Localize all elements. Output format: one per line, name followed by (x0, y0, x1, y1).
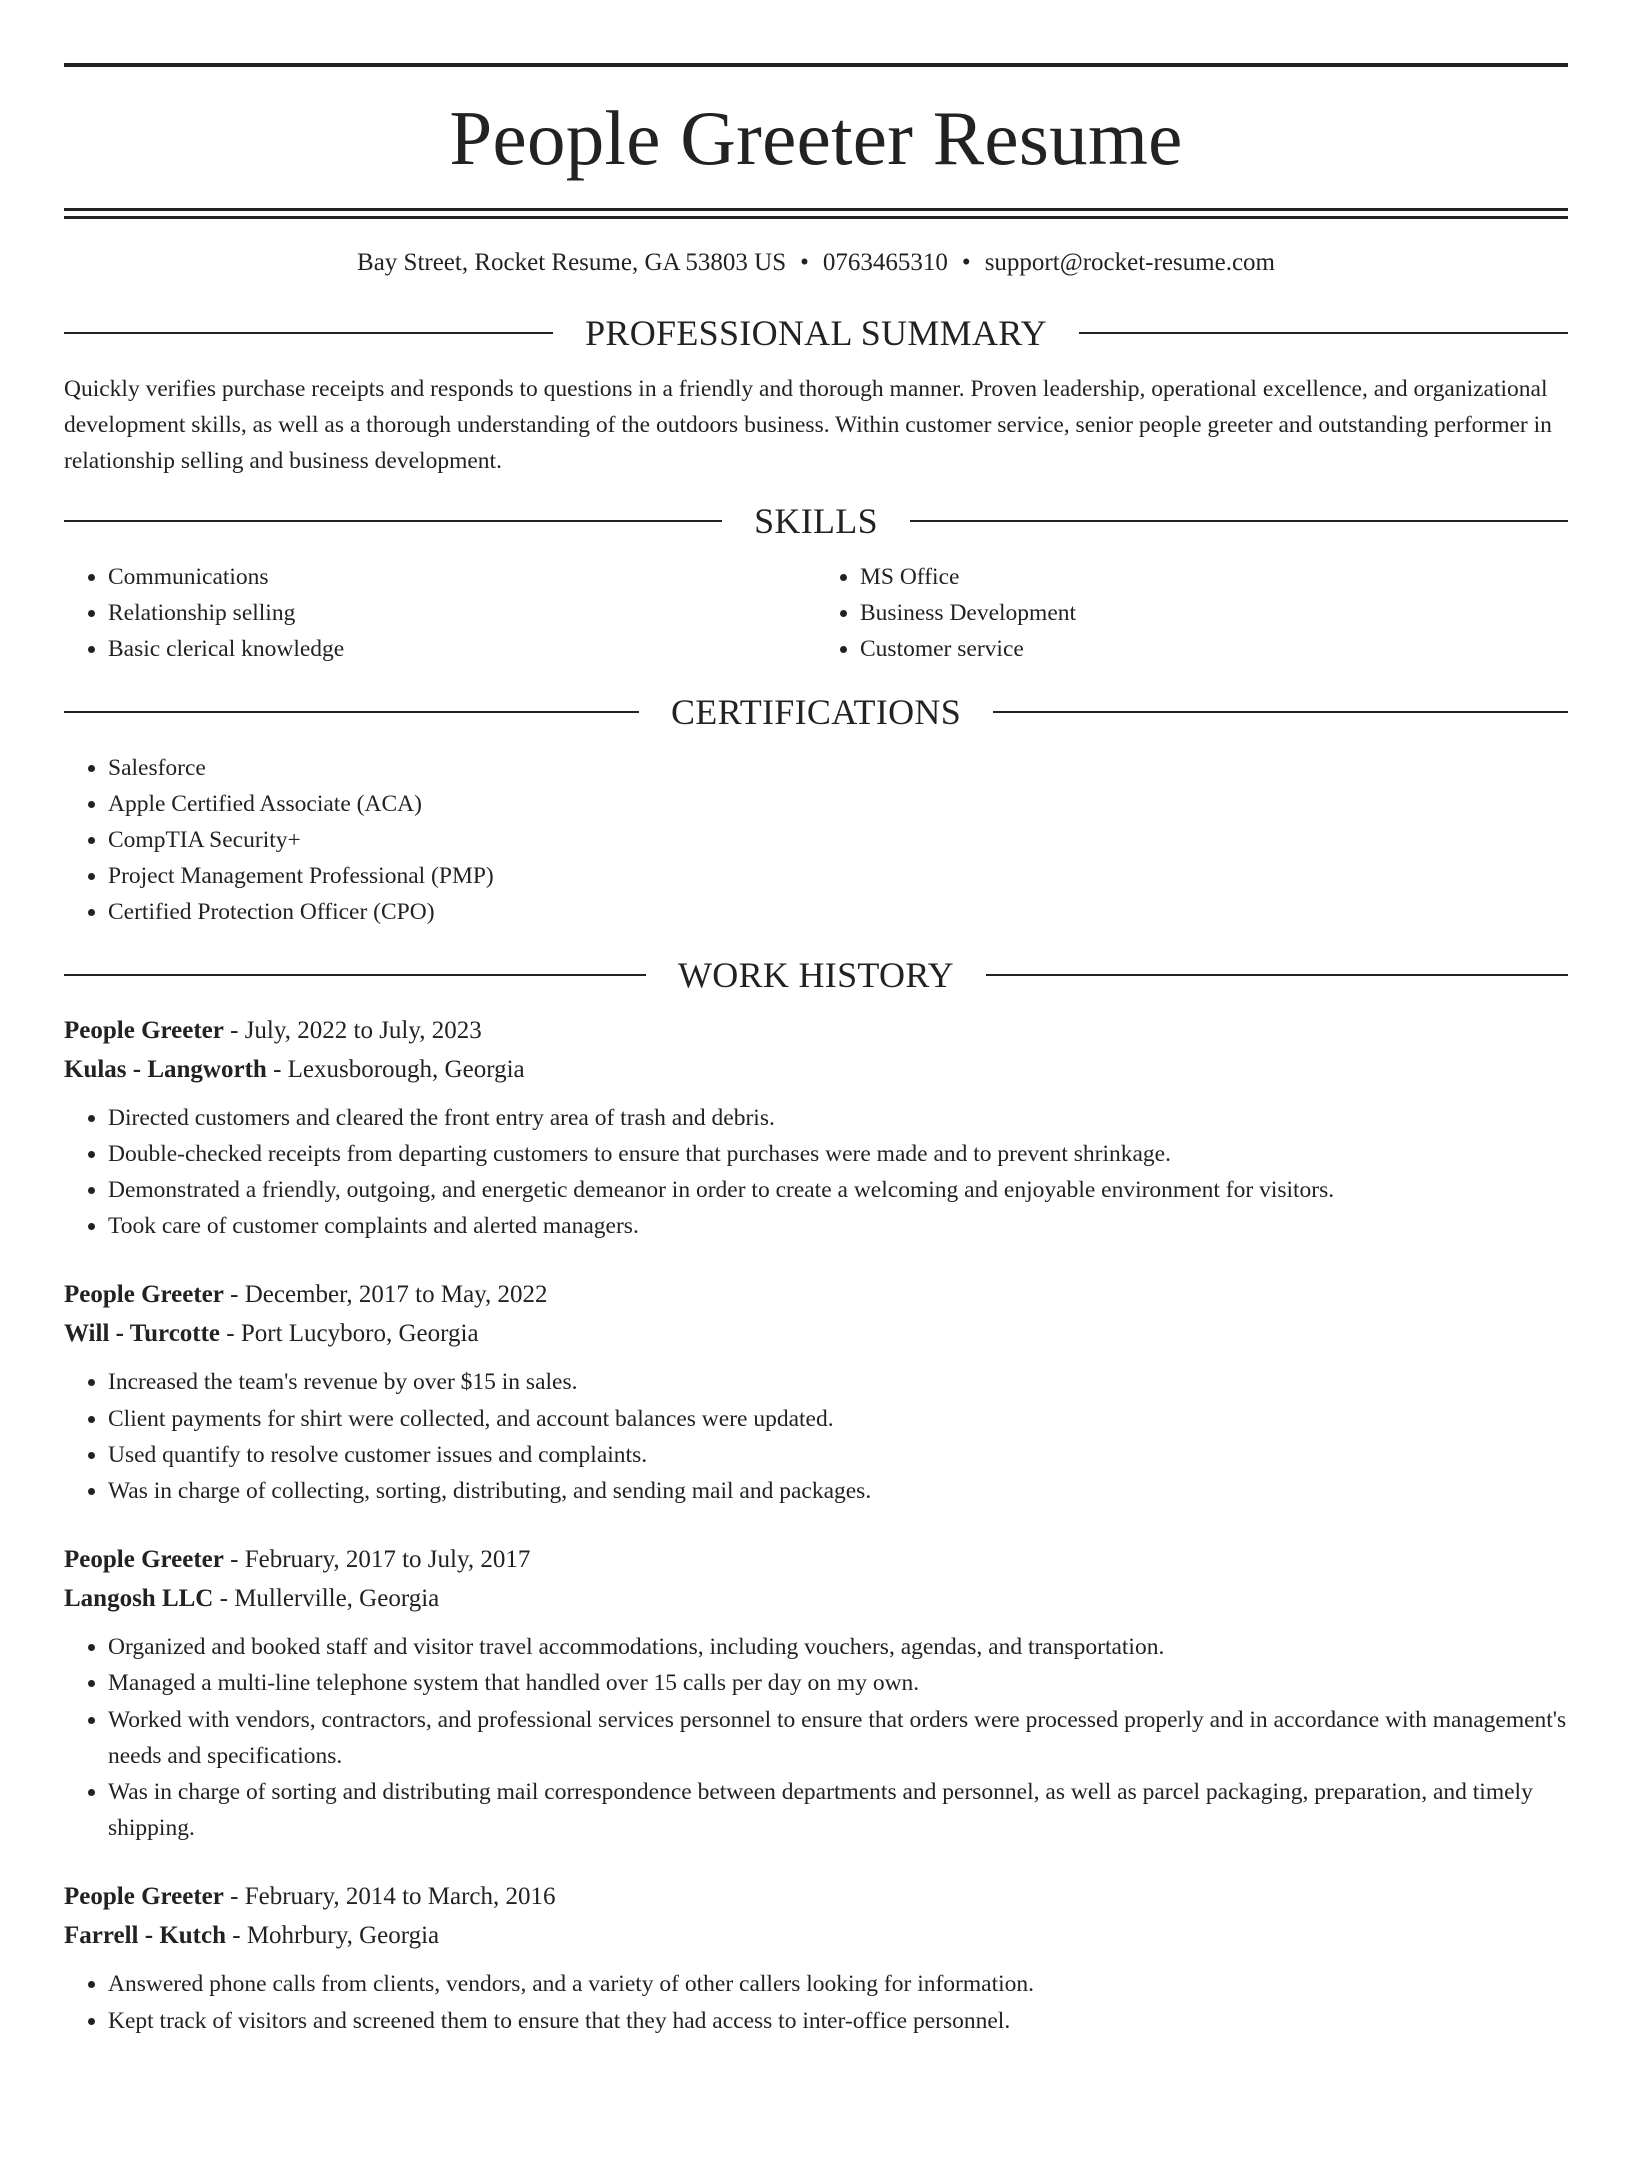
heading-rule (993, 711, 1568, 713)
job-bullet: • Used quantify to resolve customer issues and complaints. (108, 1437, 1568, 1473)
heading-rule (64, 974, 646, 976)
job-company-line (64, 1916, 1568, 1955)
job-location: - Mohrbury, Georgia (226, 1922, 440, 1950)
job-entry (64, 1011, 1568, 1245)
skill-item: • Relationship selling (108, 595, 816, 631)
job-bullet: • Managed a multi-line telephone system that handled over 15 calls per day on my own. (108, 1665, 1568, 1701)
heading-rule (986, 974, 1568, 976)
job-bullets (64, 1966, 1568, 2038)
skill-item: • Communications (108, 559, 816, 595)
job-title-line (64, 1275, 1568, 1314)
work-heading (64, 953, 1568, 997)
work-heading-label: WORK HISTORY (678, 954, 954, 995)
skills-grid (64, 559, 1568, 668)
skill-item: • Customer service (860, 631, 1568, 667)
job-dates: - July, 2022 to July, 2023 (223, 1016, 482, 1044)
job-bullets (64, 1364, 1568, 1509)
job-title: People Greeter (64, 1016, 224, 1044)
heading-rule (910, 520, 1568, 522)
certification-item: • CompTIA Security+ (108, 822, 1568, 858)
contact-line (64, 247, 1568, 279)
job-bullet: • Client payments for shirt were collected, and account balances were updated. (108, 1401, 1568, 1437)
job-company: Farrell - Kutch (64, 1922, 226, 1950)
summary-text: Quickly verifies purchase receipts and responds to questions in a friendly and thorough manner. Proven leadership, operational excellence, and organizational development skills, as well as a thorough understanding of the outdoors business. Within customer service, senior people greeter and outstanding performer in relationship selling and business development. (64, 376, 1552, 474)
skills-list-right (816, 559, 1568, 668)
job-dates: - December, 2017 to May, 2022 (223, 1281, 548, 1309)
job-bullet: • Organized and booked staff and visitor travel accommodations, including vouchers, agendas, and transportation. (108, 1629, 1568, 1665)
job-company-line (64, 1050, 1568, 1089)
job-bullet: • Kept track of visitors and screened them to ensure that they had access to inter-office personnel. (108, 2003, 1568, 2039)
job-bullet: • Took care of customer complaints and alerted managers. (108, 1208, 1568, 1244)
certifications-list (64, 750, 1568, 931)
skills-heading (64, 499, 1568, 543)
job-title: People Greeter (64, 1281, 224, 1309)
job-dates: - February, 2014 to March, 2016 (223, 1883, 556, 1911)
contact-separator: • (961, 249, 971, 276)
resume-page (0, 63, 1632, 2175)
resume-title: People Greeter Resume (449, 95, 1183, 181)
job-bullet: • Was in charge of collecting, sorting, distributing, and sending mail and packages. (108, 1473, 1568, 1509)
skill-item: • Basic clerical knowledge (108, 631, 816, 667)
certification-item: • Certified Protection Officer (CPO) (108, 894, 1568, 930)
job-bullet: • Answered phone calls from clients, vendors, and a variety of other callers looking for information. (108, 1966, 1568, 2002)
job-bullet: • Demonstrated a friendly, outgoing, and energetic demeanor in order to create a welcoming and enjoyable environment for visitors. (108, 1172, 1568, 1208)
certification-item: • Project Management Professional (PMP) (108, 858, 1568, 894)
job-bullets (64, 1629, 1568, 1846)
contact-phone: 0763465310 (822, 249, 948, 276)
job-title-line (64, 1877, 1568, 1916)
job-entry (64, 1540, 1568, 1846)
certification-item: • Salesforce (108, 750, 1568, 786)
skill-item: • MS Office (860, 559, 1568, 595)
certification-item: • Apple Certified Associate (ACA) (108, 786, 1568, 822)
job-title: People Greeter (64, 1883, 224, 1911)
job-bullet: • Directed customers and cleared the front entry area of trash and debris. (108, 1100, 1568, 1136)
title-double-rule (64, 208, 1568, 219)
heading-rule (64, 711, 639, 713)
job-location: - Lexusborough, Georgia (266, 1055, 525, 1083)
job-location: - Port Lucyboro, Georgia (220, 1320, 479, 1348)
summary-heading-label: PROFESSIONAL SUMMARY (585, 313, 1047, 353)
certifications-heading-label: CERTIFICATIONS (670, 691, 962, 732)
contact-address: Bay Street, Rocket Resume, GA 53803 US (357, 249, 787, 276)
job-title-line (64, 1540, 1568, 1579)
job-bullet: • Was in charge of sorting and distributing mail correspondence between departments and personnel, as well as parcel packaging, preparation, and timely shipping. (108, 1774, 1568, 1846)
skills-list-left (64, 559, 816, 668)
contact-email: support@rocket-resume.com (984, 249, 1275, 276)
summary-heading (64, 311, 1568, 355)
job-entry (64, 1877, 1568, 2038)
job-entry (64, 1275, 1568, 1509)
skills-heading-label: SKILLS (754, 501, 878, 541)
contact-separator: • (800, 249, 809, 276)
job-title-line (64, 1011, 1568, 1050)
skill-item: • Business Development (860, 595, 1568, 631)
job-company: Kulas - Langworth (64, 1055, 267, 1083)
job-bullet: • Double-checked receipts from departing customers to ensure that purchases were made and to prevent shrinkage. (108, 1136, 1568, 1172)
heading-rule (64, 332, 553, 334)
work-history (64, 1011, 1568, 2039)
job-company: Langosh LLC (64, 1585, 214, 1613)
job-company: Will - Turcotte (64, 1320, 221, 1348)
heading-rule (64, 520, 722, 522)
job-title: People Greeter (64, 1546, 224, 1574)
certifications-heading (64, 690, 1568, 734)
job-dates: - February, 2017 to July, 2017 (223, 1546, 531, 1574)
job-bullet: • Worked with vendors, contractors, and professional services personnel to ensure that orders were processed properly and in accordance with management's needs and specifications. (108, 1702, 1568, 1774)
job-company-line (64, 1579, 1568, 1618)
job-location: - Mullerville, Georgia (213, 1585, 440, 1613)
title-top-rule (64, 63, 1568, 67)
job-company-line (64, 1314, 1568, 1353)
heading-rule (1079, 332, 1568, 334)
job-bullet: • Increased the team's revenue by over $15 in sales. (108, 1364, 1568, 1400)
job-bullets (64, 1100, 1568, 1245)
